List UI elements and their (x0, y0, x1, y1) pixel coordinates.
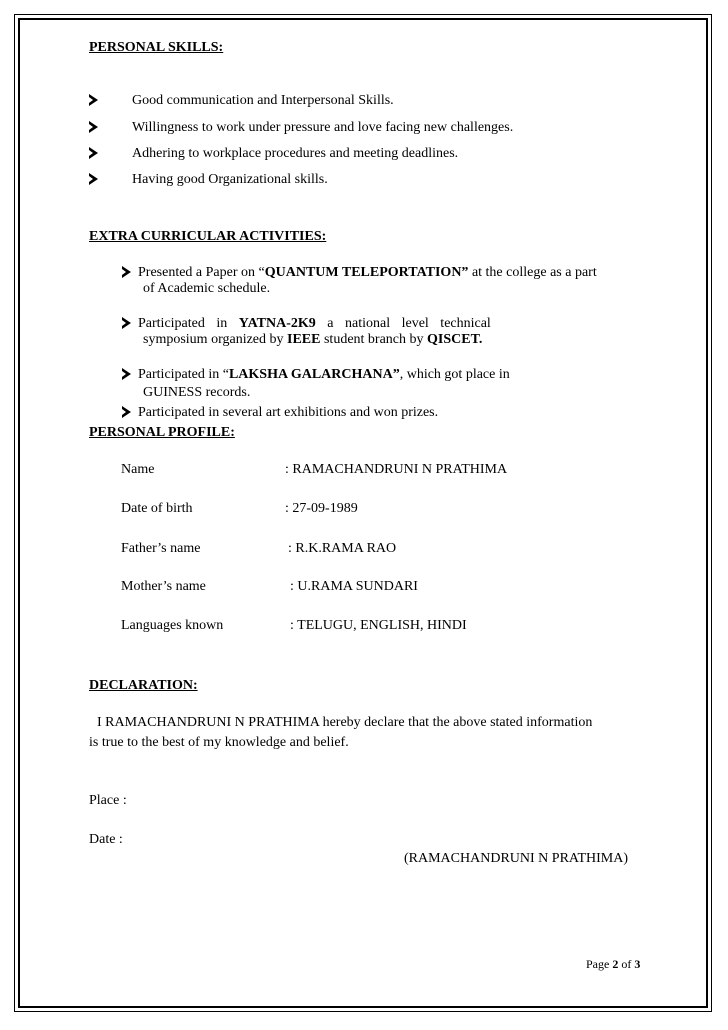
personal-skills-heading: PERSONAL SKILLS: (89, 40, 224, 55)
profile-label-mother: Mother’s name (121, 579, 206, 594)
profile-label-father: Father’s name (121, 541, 201, 556)
activity-4: Participated in several art exhibitions and won prizes. (122, 405, 438, 421)
activity-1: Presented a Paper on “QUANTUM TELEPORTATION” at the college as a part (122, 265, 597, 281)
activity-3-line2: GUINESS records. (143, 385, 251, 400)
skill-bullet-4 (89, 172, 98, 188)
place-label: Place : (89, 793, 127, 808)
date-label: Date : (89, 832, 123, 847)
arrow-bullet-icon (89, 121, 98, 133)
arrow-bullet-icon (122, 368, 131, 380)
arrow-bullet-icon (89, 173, 98, 185)
skill-item-1: Good communication and Interpersonal Skills. (132, 93, 394, 108)
arrow-bullet-icon (122, 317, 131, 329)
extra-curricular-heading: EXTRA CURRICULAR ACTIVITIES: (89, 229, 327, 244)
arrow-bullet-icon (89, 147, 98, 159)
signature-name: (RAMACHANDRUNI N PRATHIMA) (404, 851, 629, 866)
profile-label-name: Name (121, 462, 155, 477)
activity-1-line2: of Academic schedule. (143, 281, 271, 296)
declaration-line-1: I RAMACHANDRUNI N PRATHIMA hereby declare that the above stated information (97, 715, 593, 730)
activity-3: Participated in “LAKSHA GALARCHANA”, which got place in (122, 367, 510, 383)
declaration-heading: DECLARATION: (89, 678, 198, 693)
declaration-line-2: is true to the best of my knowledge and belief. (89, 735, 349, 750)
profile-label-dob: Date of birth (121, 501, 193, 516)
personal-profile-heading: PERSONAL PROFILE: (89, 425, 235, 440)
arrow-bullet-icon (122, 406, 131, 418)
arrow-bullet-icon (89, 94, 98, 106)
profile-value-mother: : U.RAMA SUNDARI (290, 579, 418, 594)
activity-2: Participated in YATNA-2K9 a national level technical (122, 316, 491, 332)
profile-value-father: : R.K.RAMA RAO (288, 541, 397, 556)
arrow-bullet-icon (122, 266, 131, 278)
profile-value-languages: : TELUGU, ENGLISH, HINDI (290, 618, 467, 633)
skill-bullet-1 (89, 93, 98, 109)
skill-item-3: Adhering to workplace procedures and meeting deadlines. (132, 146, 459, 161)
profile-value-name: : RAMACHANDRUNI N PRATHIMA (285, 462, 508, 477)
skill-bullet-3 (89, 146, 98, 162)
skill-item-2: Willingness to work under pressure and love facing new challenges. (132, 120, 514, 135)
skill-item-4: Having good Organizational skills. (132, 172, 328, 187)
activity-2-line2: symposium organized by IEEE student branch by QISCET. (143, 332, 483, 347)
profile-label-languages: Languages known (121, 618, 224, 633)
profile-value-dob: : 27-09-1989 (285, 501, 358, 516)
page-number: Page 2 of 3 (586, 957, 641, 971)
skill-bullet-2 (89, 120, 98, 136)
